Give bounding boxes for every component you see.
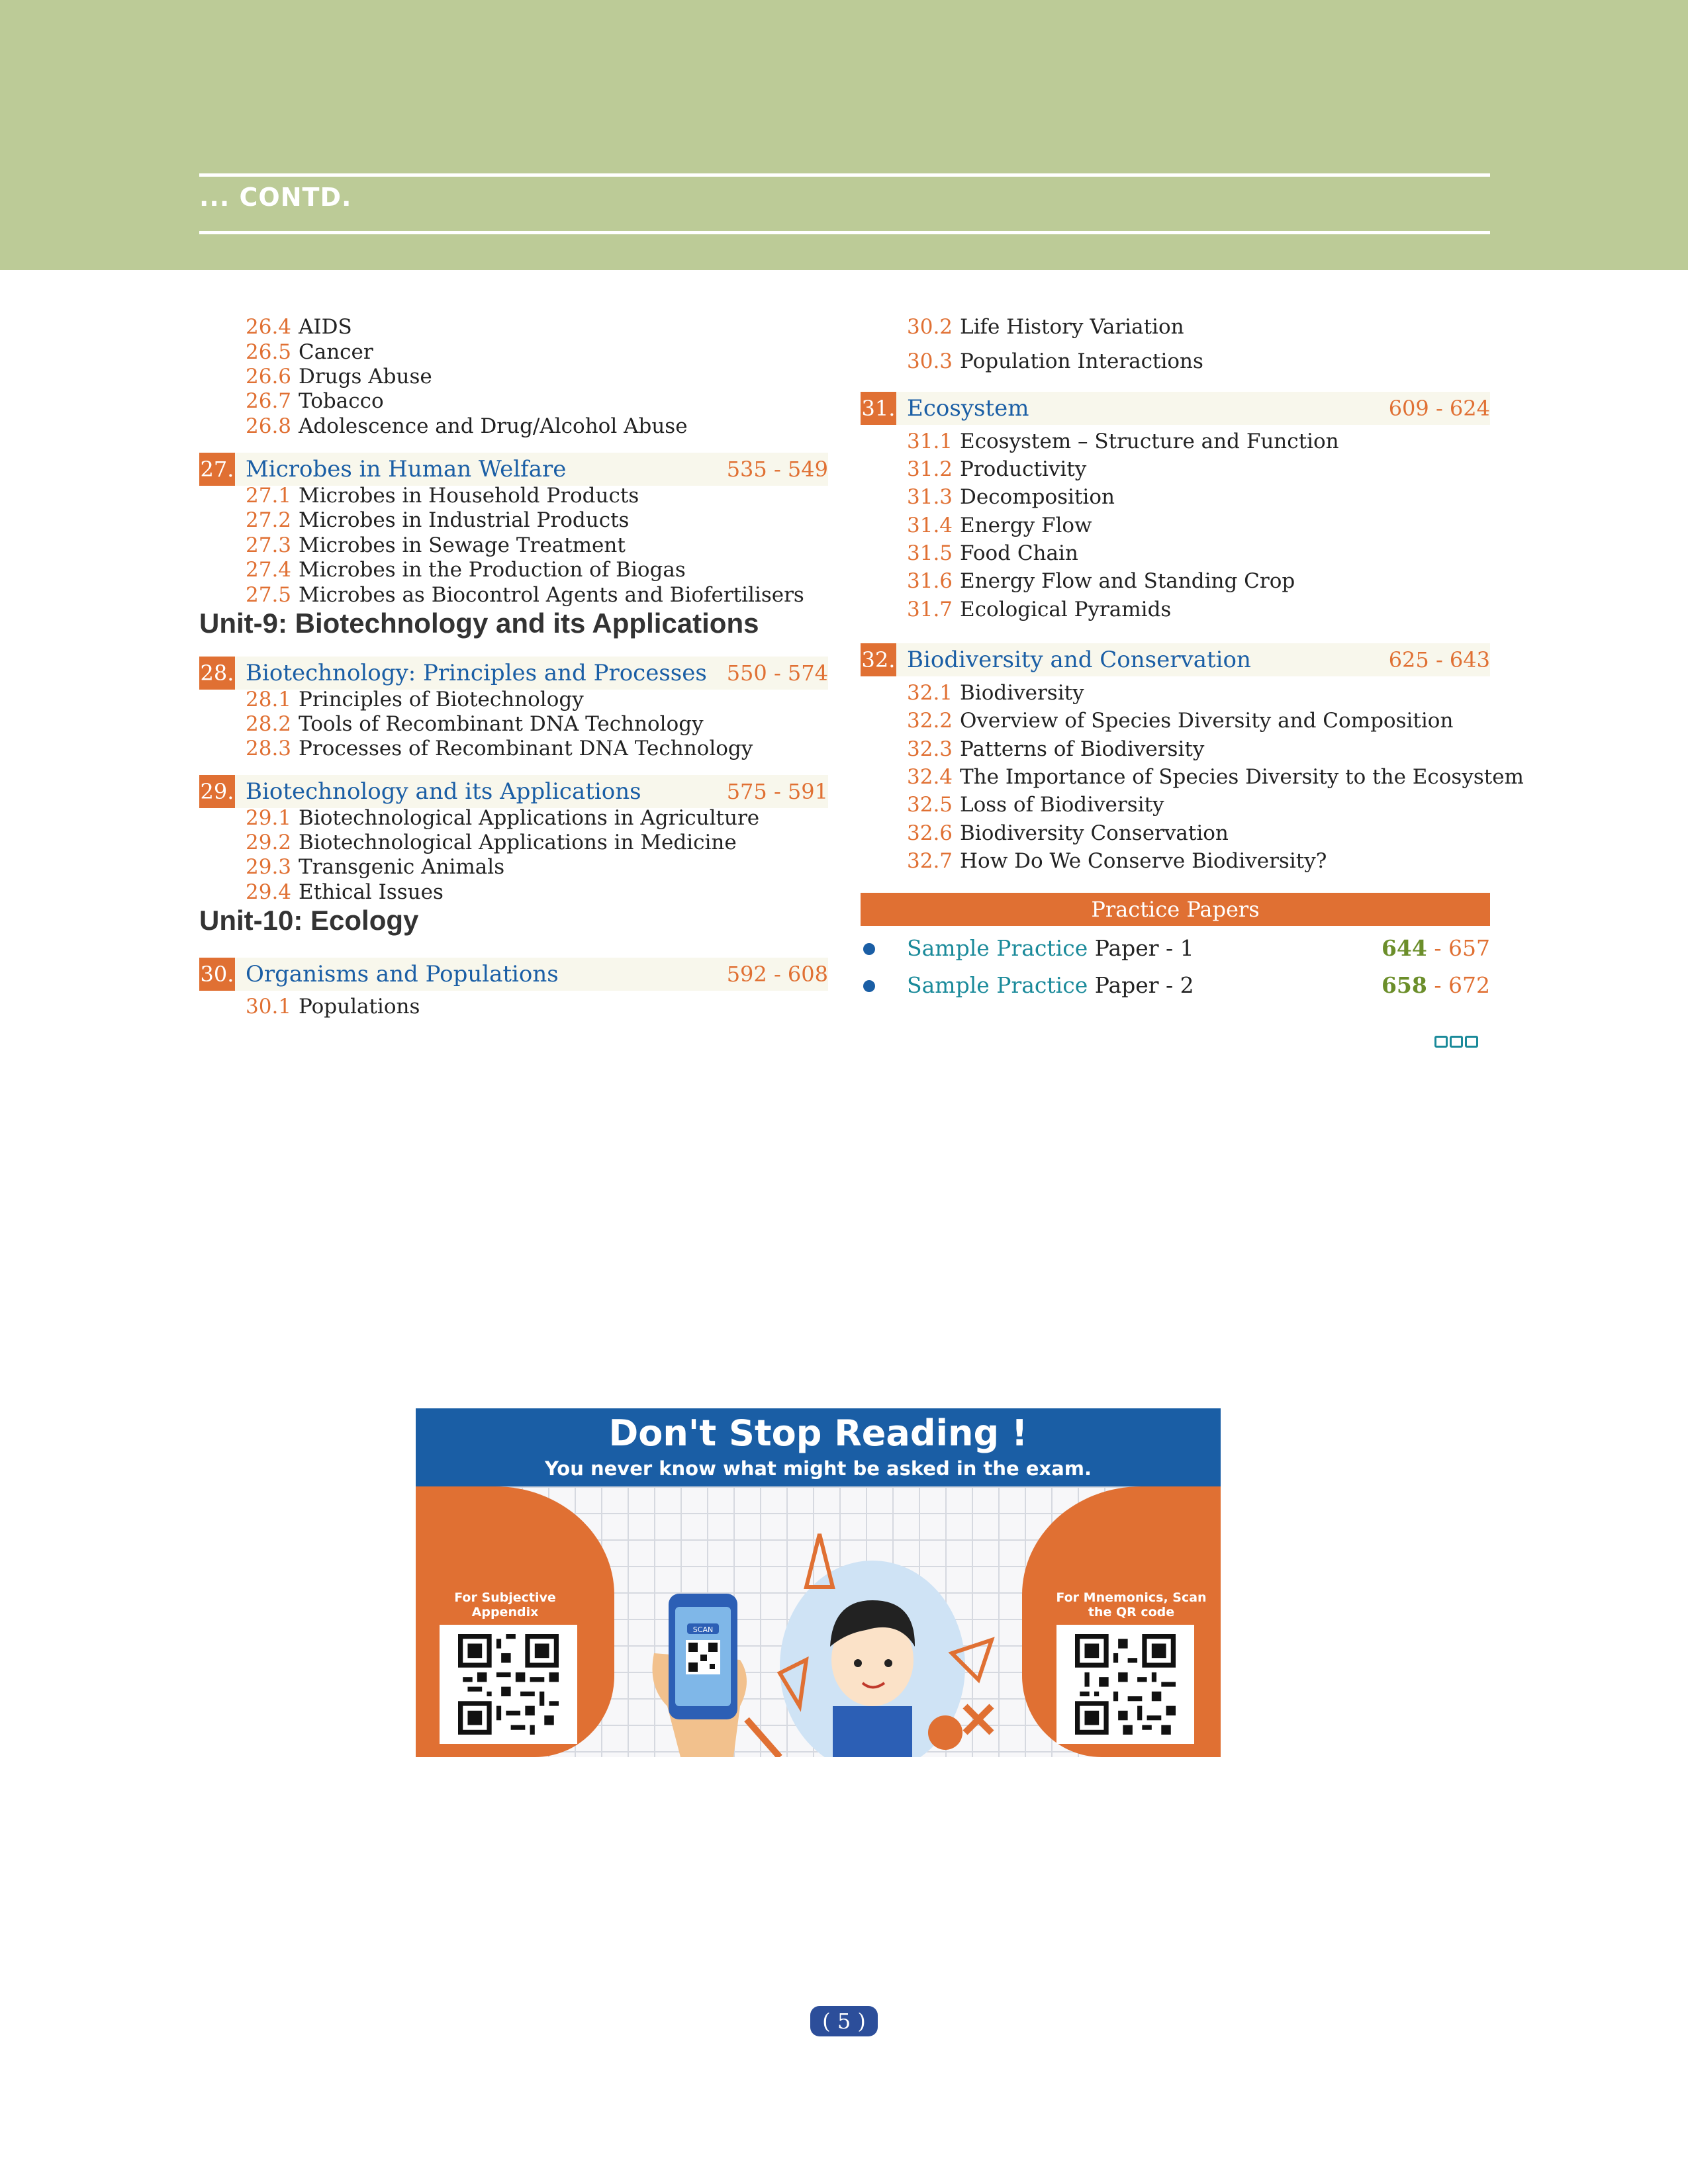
subtopic-title: Microbes as Biocontrol Agents and Biofertilisers [299,583,804,607]
subtopic-number: 31.4 [907,514,953,537]
subtopic-number: 31.7 [907,598,953,621]
page-start: 644 [1381,935,1427,961]
end-mark-icon [1434,1036,1480,1050]
subtopic-title: Transgenic Animals [299,855,505,879]
subtopic-number: 32.4 [907,765,953,789]
subtopic-number: 30.3 [907,349,953,373]
subtopic-number: 32.2 [907,709,953,733]
unit-9-heading: Unit-9: Biotechnology and its Applications [199,608,759,639]
subtopic-number: 29.2 [246,831,292,854]
subtopic-number: 30.2 [907,315,953,339]
chapter-pages: 535 - 549 [726,457,828,482]
promo-banner [416,1408,1221,1757]
chapter-number: 31. [861,392,896,425]
subtopic-title: Food Chain [960,541,1078,565]
chapter-number: 32. [861,643,896,676]
left-qr-code[interactable] [440,1625,577,1744]
subtopic-title: Adolescence and Drug/Alcohol Abuse [299,414,688,438]
subtopic-number: 32.5 [907,793,953,817]
page-end: - 672 [1434,972,1490,998]
subtopic-title: Tobacco [299,389,384,413]
page-number: ( 5 ) [810,2006,878,2036]
chapter-31[interactable] [861,392,1490,425]
subtopic-number: 28.2 [246,712,292,736]
chapter-title: Biodiversity and Conservation [907,647,1251,673]
subtopic-title: Ecosystem – Structure and Function [960,430,1339,453]
subtopic-title: Microbes in Sewage Treatment [299,533,626,557]
header-rule-bottom [199,231,1490,234]
paper-name: Paper - 1 [1088,935,1194,961]
subtopic-title: The Importance of Species Diversity to the Ecosystem [960,765,1524,789]
right-qr-code[interactable] [1056,1625,1194,1744]
subtopic-title: Biotechnological Applications in Agriculture [299,806,760,830]
subtopic-number: 26.8 [246,414,292,438]
chapter-number: 27. [199,453,235,486]
page-start: 658 [1381,972,1427,998]
bullet-icon [863,980,875,992]
subtopic-number: 32.1 [907,681,953,705]
subtopic-number: 26.4 [246,315,292,339]
subtopic-number: 31.6 [907,569,953,593]
subtopic-number: 27.2 [246,508,292,532]
chapter-pages: 575 - 591 [726,779,828,804]
subtopic-number: 31.3 [907,485,953,509]
subtopic-number: 29.3 [246,855,292,879]
chapter-pages: 625 - 643 [1388,647,1490,672]
chapter-number: 29. [199,775,235,808]
chapter-title: Ecosystem [907,395,1029,422]
banner-subtitle: You never know what might be asked in the exam. [544,1457,1092,1480]
subtopic-title: Principles of Biotechnology [299,688,584,711]
subtopic-title: Productivity [960,457,1087,481]
subtopic-title: Life History Variation [960,315,1184,339]
subtopic-number: 28.3 [246,737,292,760]
chapter-title: Biotechnology: Principles and Processes [246,660,707,686]
student-illustration [634,1508,1031,1757]
subtopic-title: Energy Flow [960,514,1092,537]
unit-10-heading: Unit-10: Ecology [199,905,419,936]
header-rule-top [199,173,1490,177]
chapter-27[interactable] [199,453,828,486]
chapter-pages: 609 - 624 [1388,396,1490,421]
subtopic-number: 31.5 [907,541,953,565]
chapter-pages: 592 - 608 [726,962,828,987]
subtopic-number: 32.7 [907,849,953,873]
subtopic-title: Decomposition [960,485,1115,509]
subtopic-number: 31.2 [907,457,953,481]
chapter-title: Microbes in Human Welfare [246,456,567,482]
bullet-icon [863,943,875,955]
subtopic-title: Population Interactions [960,349,1203,373]
subtopic-number: 27.4 [246,558,292,582]
subtopic-title: Biodiversity Conservation [960,821,1229,845]
subtopic-title: Cancer [299,340,373,364]
chapter-30[interactable] [199,958,828,991]
right-qr-label: For Mnemonics, Scan the QR code [1056,1590,1207,1619]
subtopic-title: Biotechnological Applications in Medicine [299,831,737,854]
left-qr-label: For Subjective Appendix [454,1590,556,1619]
header-band [0,0,1688,270]
subtopic-title: Overview of Species Diversity and Composition [960,709,1454,733]
subtopic-title: Drugs Abuse [299,365,432,388]
subtopic-title: Microbes in Industrial Products [299,508,630,532]
subtopic-title: AIDS [299,315,352,339]
practice-paper-1[interactable] [861,935,1490,966]
subtopic-title: Biodiversity [960,681,1084,705]
subtopic-title: Loss of Biodiversity [960,793,1164,817]
qr-icon [458,1634,559,1735]
subtopic-number: 31.1 [907,430,953,453]
banner-title: Don't Stop Reading ! [608,1412,1028,1454]
subtopic-title: Energy Flow and Standing Crop [960,569,1295,593]
chapter-32[interactable] [861,643,1490,676]
subtopic-number: 27.5 [246,583,292,607]
practice-papers-heading: Practice Papers [861,893,1490,926]
banner-header [416,1408,1221,1486]
subtopic-number: 29.4 [246,880,292,904]
page-end: - 657 [1434,935,1490,961]
paper-name: Paper - 2 [1088,972,1194,998]
qr-icon [1075,1634,1176,1735]
subtopic-number: 26.5 [246,340,292,364]
paper-name-highlight: Sample Practice [907,972,1088,998]
chapter-29[interactable] [199,775,828,808]
subtopic-number: 29.1 [246,806,292,830]
subtopic-number: 27.3 [246,533,292,557]
paper-name-highlight: Sample Practice [907,935,1088,961]
chapter-number: 28. [199,657,235,690]
chapter-pages: 550 - 574 [726,660,828,686]
chapter-number: 30. [199,958,235,991]
subtopic-title: Microbes in Household Products [299,484,639,508]
practice-paper-2[interactable] [861,972,1490,1003]
subtopic-title: Processes of Recombinant DNA Technology [299,737,753,760]
phone-scan-label: SCAN [692,1625,714,1634]
subtopic-title: Patterns of Biodiversity [960,737,1205,761]
subtopic-title: Microbes in the Production of Biogas [299,558,686,582]
subtopic-title: Ecological Pyramids [960,598,1172,621]
chapter-28[interactable] [199,657,828,690]
chapter-title: Biotechnology and its Applications [246,778,641,805]
subtopic-number: 32.6 [907,821,953,845]
subtopic-number: 27.1 [246,484,292,508]
subtopic-number: 26.7 [246,389,292,413]
subtopic-title: Populations [299,995,420,1019]
chapter-title: Organisms and Populations [246,961,559,987]
subtopic-number: 28.1 [246,688,292,711]
section-title: ... CONTD. [199,183,352,212]
subtopic-title: How Do We Conserve Biodiversity? [960,849,1327,873]
subtopic-title: Ethical Issues [299,880,444,904]
subtopic-number: 32.3 [907,737,953,761]
subtopic-title: Tools of Recombinant DNA Technology [299,712,704,736]
subtopic-number: 30.1 [246,995,292,1019]
subtopic-number: 26.6 [246,365,292,388]
